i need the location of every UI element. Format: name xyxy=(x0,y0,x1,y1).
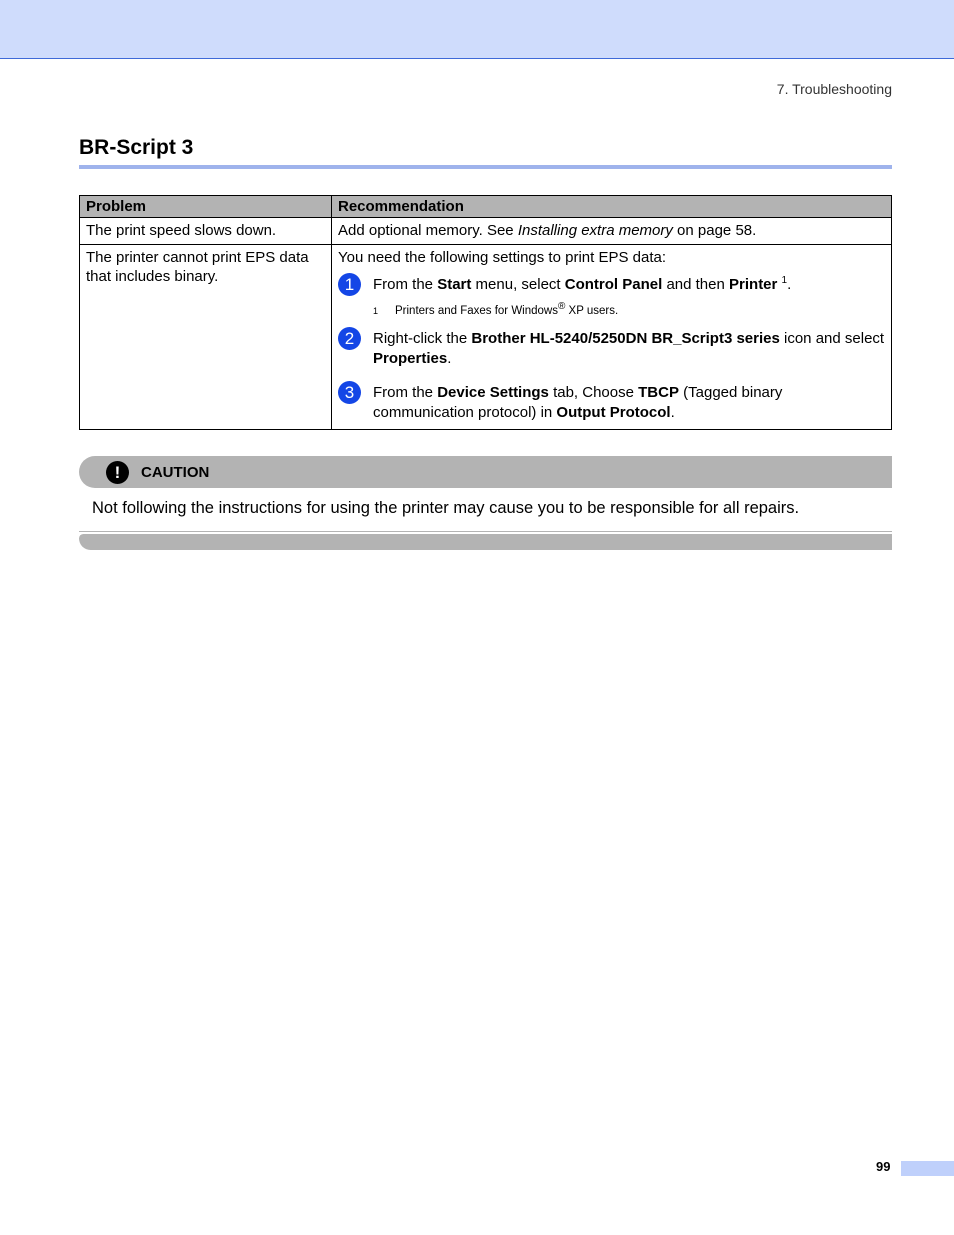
cross-reference-link[interactable]: Installing extra memory xyxy=(517,222,673,239)
table-row xyxy=(80,218,892,245)
rec-text: on page 58. xyxy=(672,222,757,239)
recommendation-cell xyxy=(332,245,892,430)
column-header-recommendation: Recommendation xyxy=(332,196,892,218)
heading-rule xyxy=(79,165,892,169)
caution-label: CAUTION xyxy=(141,464,210,481)
caution-footer-bar xyxy=(79,534,892,550)
step-text: From the Start menu, select Control Panel and then Printer $^1$. xyxy=(373,275,792,293)
caution-divider xyxy=(79,531,892,532)
troubleshooting-table xyxy=(79,195,892,430)
page-number: 99 xyxy=(876,1159,891,1174)
step-number-icon: 2 xyxy=(338,327,361,350)
step-number-icon: 1 xyxy=(338,273,361,296)
footnote-ref[interactable]: 1 xyxy=(781,275,788,286)
footnote xyxy=(373,302,885,321)
running-header: 7. Troubleshooting xyxy=(776,81,892,97)
footnote-number: 1 xyxy=(373,306,379,316)
table-header-row xyxy=(80,196,892,218)
problem-cell: The printer cannot print EPS data that includes binary. xyxy=(80,245,332,430)
step-text: Right-click the Brother HL-5240/5250DN BR_Script3 series icon and select Properties. xyxy=(373,330,885,367)
step-1 xyxy=(338,275,885,296)
step-3 xyxy=(338,383,885,423)
column-header-problem: Problem xyxy=(80,196,332,218)
page-tab xyxy=(901,1161,954,1176)
rec-text: Add optional memory. See xyxy=(338,222,518,239)
step-text: From the Device Settings tab, Choose TBCP (Tagged binary communication protocol) in Output Protocol. xyxy=(373,384,783,421)
section-heading: BR-Script 3 xyxy=(79,136,194,159)
footnote-text: Printers and Faxes for Windows® XP users. xyxy=(395,301,619,317)
caution-header xyxy=(79,456,892,488)
caution-text: Not following the instructions for using the printer may cause you to be responsible for all repairs. xyxy=(92,499,800,517)
recommendation-cell xyxy=(332,218,892,245)
top-band xyxy=(0,0,954,59)
step-number-icon: 3 xyxy=(338,381,361,404)
exclamation-icon: ! xyxy=(106,461,129,484)
step-2 xyxy=(338,329,885,369)
table-row xyxy=(80,245,892,430)
problem-cell: The print speed slows down. xyxy=(80,218,332,245)
recommendation-intro: You need the following settings to print EPS data: xyxy=(338,249,667,266)
